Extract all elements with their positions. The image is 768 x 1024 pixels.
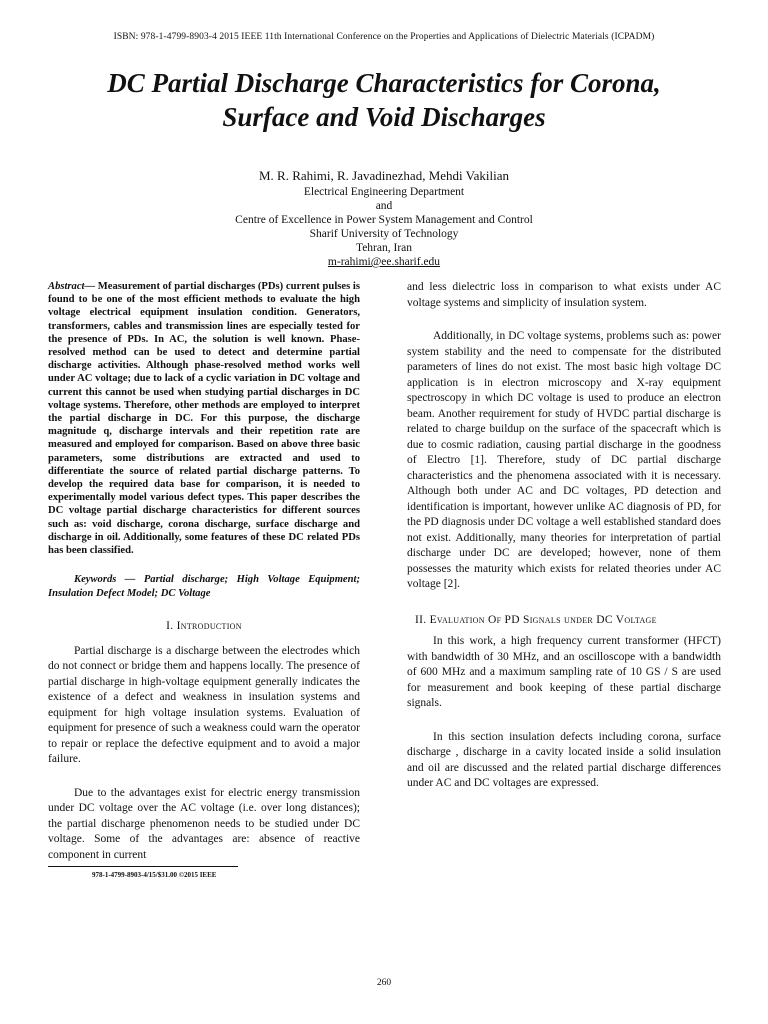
author-list: M. R. Rahimi, R. Javadinezhad, Mehdi Vakilian: [259, 168, 509, 183]
keywords-label: Keywords —: [74, 574, 144, 586]
conference-header: ISBN: 978-1-4799-8903-4 2015 IEEE 11th International Conference on the Properties and Applications of Dielectric Materials (ICPADM): [113, 32, 655, 42]
abstract-text: Measurement of partial discharges (PDs) current pulses is found to be one of the most efficient methods to evaluate the high voltage electrical equipment insulation condition. Generators, transformers, cables and transmission lines are especially tested for the presence of PDs. In AC, the solution is well known. Phase-resolved method can be used to detect and determine partial discharge activities. Although phase-resolved method works well under AC voltage; due to lack of a cyclic variation in DC voltage and current this cannot be used when studying partial discharges in DC voltage systems. Therefore, other methods are employed to interpret the partial discharge in DC. For this purpose, the discharge magnitude q, discharge intervals and their repetition rate are measured and employed for comparison. Based on above three basic parameters, some distributions are extracted and used to differentiate the source of related partial discharge patterns. To develop the required data base for comparison, it is needed to experimentally model various defect types. This paper describes the DC voltage partial discharge characteristics for different sources such as: void discharge, corona discharge, surface discharge and discharge in oil. Additionally, some features of these DC related PDs has been classified.: [48, 281, 360, 557]
paragraph-continued: and less dielectric loss in comparison to what exists under AC voltage systems and simplicity of insulation system.: [407, 281, 721, 309]
paper-title: [40, 66, 728, 134]
intro-paragraph-2: Due to the advantages exist for electric energy transmission under DC voltage over the AC voltage (i.e. over long distances); the partial discharge phenomenon needs to be studied under DC voltage. Some of the advantages are: absence of reactive component in current: [48, 786, 360, 861]
title-line-2: Surface and Void Discharges: [222, 102, 546, 132]
right-column: [407, 280, 721, 792]
footnote-rule: [48, 866, 238, 867]
affiliation-centre: Centre of Excellence in Power System Management and Control: [235, 214, 533, 226]
author-email[interactable]: m-rahimi@ee.sharif.edu: [327, 256, 441, 268]
abstract: [48, 280, 360, 557]
copyright-footnote: 978-1-4799-8903-4/15/$31.00 ©2015 IEEE: [92, 871, 217, 879]
affiliation-city: Tehran, Iran: [355, 242, 413, 254]
affiliation-university: Sharif University of Technology: [309, 228, 459, 240]
section-heading-evaluation: II. Evaluation Of PD Signals under DC Voltage: [415, 613, 657, 626]
abstract-label: Abstract—: [48, 281, 96, 292]
left-column: [48, 280, 360, 863]
keywords-text: Partial discharge; High Voltage Equipment; Insulation Defect Model; DC Voltage: [48, 574, 360, 599]
title-line-1: DC Partial Discharge Characteristics for Corona,: [107, 68, 661, 98]
affiliation-and: and: [375, 200, 393, 212]
paragraph-measurement: In this work, a high frequency current transformer (HFCT) with bandwidth of 30 MHz, and an oscilloscope with a bandwidth of 600 MHz and a maximum sampling rate of 10 GS / S are used for measurement and book keeping of these partial discharge signals.: [407, 635, 721, 709]
affiliation-dept: Electrical Engineering Department: [303, 186, 465, 198]
paragraph-dc-systems: Additionally, in DC voltage systems, problems such as: power system stability and the need to compensate for the distributed parameters of lines do not exist. The most basic high voltage DC application is in electron microscopy and X-ray equipment spectroscopy in which DC voltage is used to produce an electron beam. Another requirement for study of HVDC partial discharge is related to charge buildup on the surface of the spacecraft which is due to cosmic radiation, causing partial discharge in the goodness of Electro [1]. Therefore, study of DC partial discharge characteristics and the phenomena associated with it is necessary. Although both under AC and DC voltages, PD detection and identification is important, however unlike AC diagnosis of PD, for the PD diagnosis under DC voltage a well established standard does not exist. Additionally, many theories for interpretation of partial discharge under DC are developed; however, none of them possesses the maturity which exists for related theories under AC voltage [2].: [407, 330, 721, 590]
section-heading-introduction: I. Introduction: [166, 620, 242, 633]
paragraph-defects: In this section insulation defects including corona, surface discharge , discharge in a cavity located inside a solid insulation and oil are discussed and the related partial discharge differences under AC and DC voltages are expressed.: [407, 730, 721, 789]
keywords: [48, 573, 360, 600]
intro-paragraph-1: Partial discharge is a discharge between the electrodes which do not connect or bridge them and happens locally. The presence of partial discharge in high-voltage equipment generally indicates the existence of a defect and weakness in insulation systems and equipment for high voltage insulation systems. Evaluation of equipment for presence of such a weakness could warn the operator to repair or replace the defective equipment and to avoid a major failure.: [48, 644, 360, 766]
page-number: 260: [376, 978, 392, 988]
